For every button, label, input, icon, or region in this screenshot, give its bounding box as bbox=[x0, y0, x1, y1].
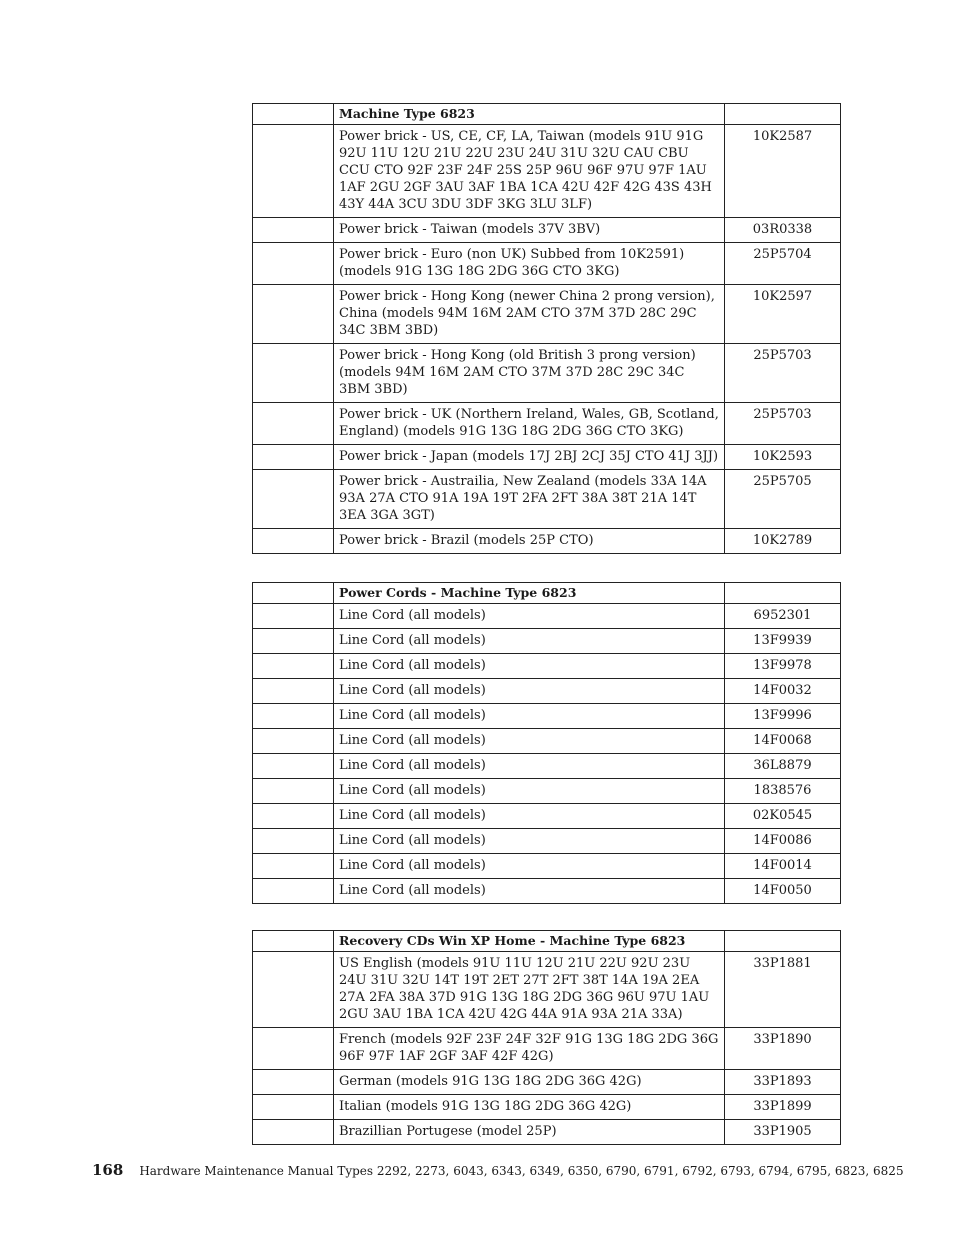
header-blank-cell bbox=[253, 104, 334, 125]
description-cell: Power brick - UK (Northern Ireland, Wales, GB, Scotland, England) (models 91G 13G 18G 2DG 36G CTO 3KG) bbox=[334, 403, 725, 445]
table-row bbox=[253, 654, 841, 679]
description-cell: Line Cord (all models) bbox=[334, 654, 725, 679]
description-cell: Power brick - Brazil (models 25P CTO) bbox=[334, 529, 725, 554]
fru-index-cell bbox=[253, 529, 334, 554]
description-cell: Line Cord (all models) bbox=[334, 729, 725, 754]
table-row bbox=[253, 704, 841, 729]
description-cell: Line Cord (all models) bbox=[334, 754, 725, 779]
fru-index-cell bbox=[253, 1028, 334, 1070]
fru-index-cell bbox=[253, 470, 334, 529]
table-header: Recovery CDs Win XP Home - Machine Type 6823 bbox=[334, 931, 725, 952]
fru-index-cell bbox=[253, 729, 334, 754]
description-cell: Power brick - Taiwan (models 37V 3BV) bbox=[334, 218, 725, 243]
table-row bbox=[253, 470, 841, 529]
fru-index-cell bbox=[253, 754, 334, 779]
table-row bbox=[253, 754, 841, 779]
fru-index-cell bbox=[253, 704, 334, 729]
fru-index-cell bbox=[253, 952, 334, 1028]
recovery-cds-table bbox=[252, 930, 841, 1145]
description-cell: Power brick - Hong Kong (old British 3 prong version) (models 94M 16M 2AM CTO 37M 37D 28C 29C 34C 3BM 3BD) bbox=[334, 344, 725, 403]
fru-index-cell bbox=[253, 679, 334, 704]
table-header: Power Cords - Machine Type 6823 bbox=[334, 583, 725, 604]
header-blank-cell bbox=[253, 931, 334, 952]
fru-index-cell bbox=[253, 654, 334, 679]
description-cell: Power brick - Japan (models 17J 2BJ 2CJ 35J CTO 41J 3JJ) bbox=[334, 445, 725, 470]
description-cell: Line Cord (all models) bbox=[334, 629, 725, 654]
part-number-cell: 10K2587 bbox=[725, 125, 841, 218]
part-number-cell: 14F0050 bbox=[725, 879, 841, 904]
table-header-row bbox=[253, 931, 841, 952]
part-number-cell: 25P5703 bbox=[725, 344, 841, 403]
header-blank-cell bbox=[725, 104, 841, 125]
power-brick-table bbox=[252, 103, 841, 554]
description-cell: German (models 91G 13G 18G 2DG 36G 42G) bbox=[334, 1070, 725, 1095]
description-cell: Italian (models 91G 13G 18G 2DG 36G 42G) bbox=[334, 1095, 725, 1120]
header-blank-cell bbox=[725, 583, 841, 604]
table-row bbox=[253, 879, 841, 904]
description-cell: Line Cord (all models) bbox=[334, 829, 725, 854]
part-number-cell: 13F9996 bbox=[725, 704, 841, 729]
fru-index-cell bbox=[253, 804, 334, 829]
table-row bbox=[253, 829, 841, 854]
table-row bbox=[253, 285, 841, 344]
part-number-cell: 25P5703 bbox=[725, 403, 841, 445]
fru-index-cell bbox=[253, 1120, 334, 1145]
table-row bbox=[253, 854, 841, 879]
fru-index-cell bbox=[253, 1095, 334, 1120]
part-number-cell: 1838576 bbox=[725, 779, 841, 804]
description-cell: Power brick - Austrailia, New Zealand (models 33A 14A 93A 27A CTO 91A 19A 19T 2FA 2FT 38A 38T 21A 14T 3EA 3GA 3GT) bbox=[334, 470, 725, 529]
fru-index-cell bbox=[253, 403, 334, 445]
part-number-cell: 33P1893 bbox=[725, 1070, 841, 1095]
part-number-cell: 10K2593 bbox=[725, 445, 841, 470]
part-number-cell: 13F9939 bbox=[725, 629, 841, 654]
part-number-cell: 10K2789 bbox=[725, 529, 841, 554]
fru-index-cell bbox=[253, 243, 334, 285]
table-row bbox=[253, 344, 841, 403]
fru-index-cell bbox=[253, 629, 334, 654]
fru-index-cell bbox=[253, 125, 334, 218]
fru-index-cell bbox=[253, 285, 334, 344]
description-cell: Power brick - Euro (non UK) Subbed from 10K2591) (models 91G 13G 18G 2DG 36G CTO 3KG) bbox=[334, 243, 725, 285]
power-cords-table bbox=[252, 582, 841, 904]
fru-index-cell bbox=[253, 1070, 334, 1095]
part-number-cell: 13F9978 bbox=[725, 654, 841, 679]
table-row bbox=[253, 445, 841, 470]
part-number-cell: 33P1890 bbox=[725, 1028, 841, 1070]
description-cell: Line Cord (all models) bbox=[334, 779, 725, 804]
fru-index-cell bbox=[253, 604, 334, 629]
table-row bbox=[253, 952, 841, 1028]
table-row bbox=[253, 1095, 841, 1120]
table-row bbox=[253, 679, 841, 704]
description-cell: Line Cord (all models) bbox=[334, 879, 725, 904]
table-row bbox=[253, 529, 841, 554]
table-header-row bbox=[253, 583, 841, 604]
table-row bbox=[253, 125, 841, 218]
table-row bbox=[253, 629, 841, 654]
description-cell: Line Cord (all models) bbox=[334, 604, 725, 629]
description-cell: Line Cord (all models) bbox=[334, 804, 725, 829]
description-cell: Brazillian Portugese (model 25P) bbox=[334, 1120, 725, 1145]
table-row bbox=[253, 1120, 841, 1145]
part-number-cell: 14F0086 bbox=[725, 829, 841, 854]
table-row bbox=[253, 1028, 841, 1070]
description-cell: Power brick - US, CE, CF, LA, Taiwan (models 91U 91G 92U 11U 12U 21U 22U 23U 24U 31U 32U CAU CBU CCU CTO 92F 23F 24F 25S 25P 96U 96F 97U 97F 1AU 1AF 2GU 2GF 3AU 3AF 1BA 1CA 42U 42F 42G 43S 43H 43Y 44A 3CU 3DU 3DF 3KG 3LU 3LF) bbox=[334, 125, 725, 218]
table-row bbox=[253, 804, 841, 829]
part-number-cell: 14F0014 bbox=[725, 854, 841, 879]
description-cell: French (models 92F 23F 24F 32F 91G 13G 18G 2DG 36G 96F 97F 1AF 2GF 3AF 42F 42G) bbox=[334, 1028, 725, 1070]
table-row bbox=[253, 1070, 841, 1095]
fru-index-cell bbox=[253, 779, 334, 804]
table-row bbox=[253, 243, 841, 285]
fru-index-cell bbox=[253, 854, 334, 879]
description-cell: US English (models 91U 11U 12U 21U 22U 92U 23U 24U 31U 32U 14T 19T 2ET 27T 2FT 38T 14A 19A 2EA 27A 2FA 38A 37D 91G 13G 18G 2DG 36G 96U 97U 1AU 2GU 3AU 1BA 1CA 42U 42G 44A 91A 93A 21A 33A) bbox=[334, 952, 725, 1028]
description-cell: Line Cord (all models) bbox=[334, 679, 725, 704]
page-footer bbox=[92, 1161, 904, 1179]
fru-index-cell bbox=[253, 879, 334, 904]
part-number-cell: 33P1881 bbox=[725, 952, 841, 1028]
part-number-cell: 25P5705 bbox=[725, 470, 841, 529]
table-row bbox=[253, 403, 841, 445]
part-number-cell: 33P1905 bbox=[725, 1120, 841, 1145]
table-row bbox=[253, 729, 841, 754]
part-number-cell: 02K0545 bbox=[725, 804, 841, 829]
description-cell: Line Cord (all models) bbox=[334, 704, 725, 729]
table-row bbox=[253, 779, 841, 804]
table-header: Machine Type 6823 bbox=[334, 104, 725, 125]
footer-title: Hardware Maintenance Manual Types 2292, 2273, 6043, 6343, 6349, 6350, 6790, 6791, 6792, 6793, 6794, 6795, 6823, 6825 bbox=[139, 1164, 904, 1178]
table-row bbox=[253, 604, 841, 629]
description-cell: Line Cord (all models) bbox=[334, 854, 725, 879]
part-number-cell: 6952301 bbox=[725, 604, 841, 629]
fru-index-cell bbox=[253, 218, 334, 243]
page-number: 168 bbox=[92, 1161, 124, 1179]
part-number-cell: 14F0032 bbox=[725, 679, 841, 704]
header-blank-cell bbox=[253, 583, 334, 604]
part-number-cell: 10K2597 bbox=[725, 285, 841, 344]
table-header-row bbox=[253, 104, 841, 125]
description-cell: Power brick - Hong Kong (newer China 2 prong version), China (models 94M 16M 2AM CTO 37M 37D 28C 29C 34C 3BM 3BD) bbox=[334, 285, 725, 344]
table-row bbox=[253, 218, 841, 243]
part-number-cell: 03R0338 bbox=[725, 218, 841, 243]
fru-index-cell bbox=[253, 829, 334, 854]
fru-index-cell bbox=[253, 344, 334, 403]
part-number-cell: 25P5704 bbox=[725, 243, 841, 285]
fru-index-cell bbox=[253, 445, 334, 470]
header-blank-cell bbox=[725, 931, 841, 952]
part-number-cell: 36L8879 bbox=[725, 754, 841, 779]
part-number-cell: 14F0068 bbox=[725, 729, 841, 754]
part-number-cell: 33P1899 bbox=[725, 1095, 841, 1120]
